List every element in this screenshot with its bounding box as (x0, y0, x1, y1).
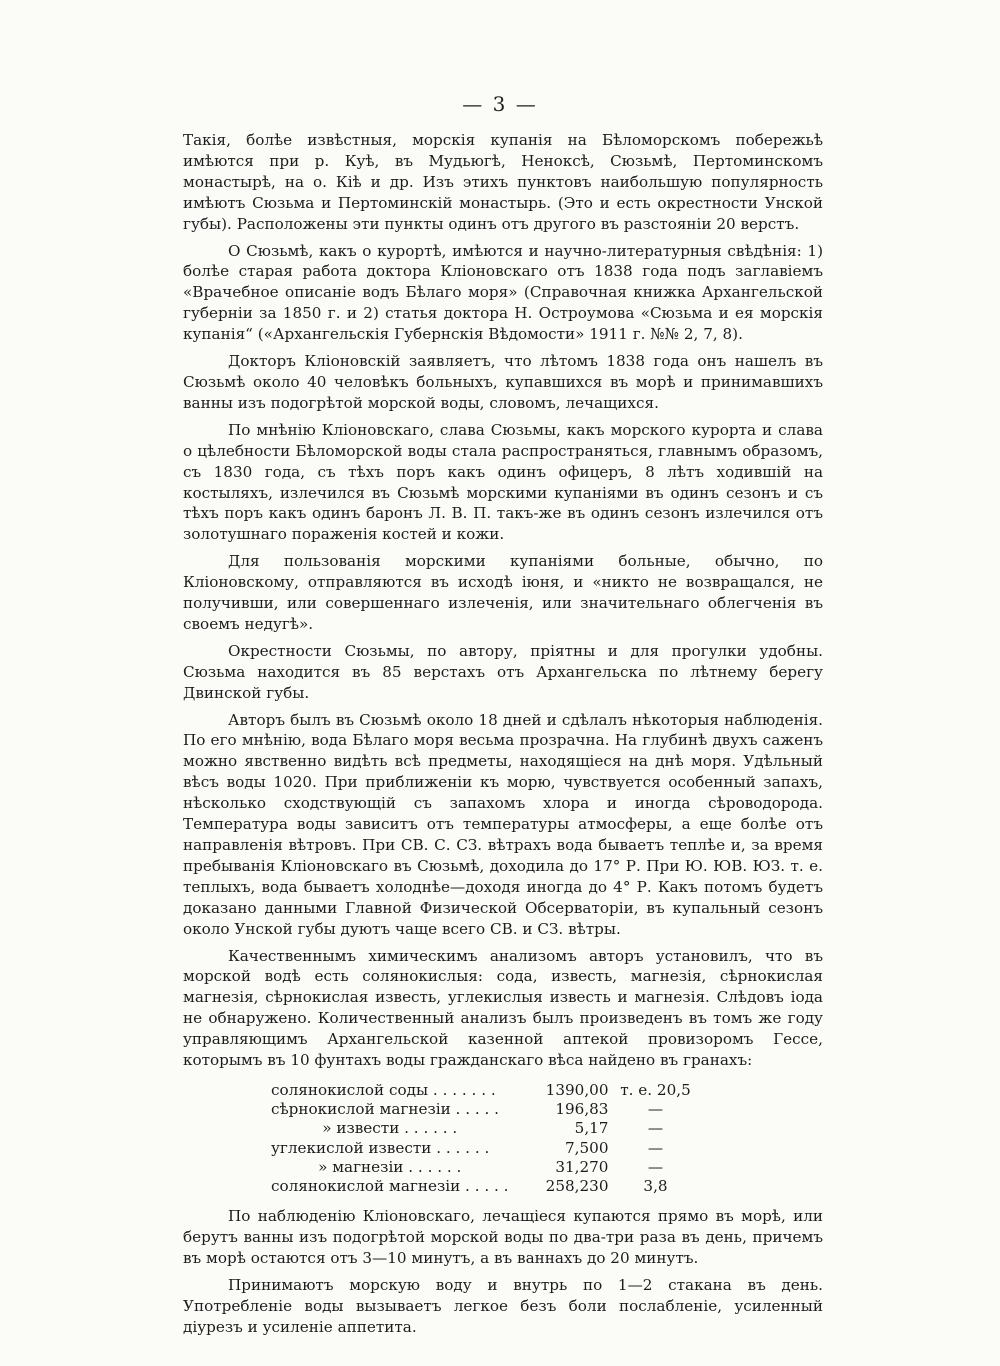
table-row (271, 1119, 698, 1138)
substance-equivalent: — (647, 1138, 664, 1157)
substance-name: » извести . . . . . . (322, 1119, 458, 1138)
substance-name: сѣрнокислой магнезіи . . . . . (271, 1100, 499, 1119)
substance-equivalent: 3,8 (643, 1176, 668, 1195)
substance-equivalent: — (647, 1100, 664, 1119)
paragraph-6: Окрестности Сюзьмы, по автору, пріятны и для прогулки удобны. Сюзьма находится въ 85 верстахъ отъ Архангельска по лѣтнему берегу Двинской губы. (183, 641, 823, 702)
substance-amount: 5,17 (574, 1119, 609, 1138)
paragraph-3: Докторъ Кліоновскій заявляетъ, что лѣтомъ 1838 года онъ нашелъ въ Сюзьмѣ около 40 человѣкъ больныхъ, купавшихся въ морѣ и принимавшихъ ванны изъ подогрѣтой морской воды, словомъ, лечащихся. (183, 352, 823, 412)
table-row (271, 1100, 698, 1119)
substance-equivalent: — (647, 1157, 664, 1176)
table-row (271, 1177, 698, 1196)
analysis-table (271, 1081, 698, 1196)
substance-name: углекислой извести . . . . . . (271, 1138, 490, 1157)
table-row (271, 1158, 698, 1177)
paragraph-5: Для пользованія морскими купаніями больные, обычно, по Кліоновскому, отправляются въ исходѣ іюня, и «никто не возвращался, не получивши, или совершеннаго излеченія, или значительнаго облегченія въ своемъ недугѣ». (183, 552, 823, 633)
substance-amount: 31,270 (555, 1157, 609, 1176)
paragraph-10: Принимаютъ морскую воду и внутрь по 1—2 стакана въ день. Употребленіе воды вызываетъ легкое безъ боли послабленіе, усиленный діурезъ и усиленіе аппетита. (183, 1275, 823, 1336)
paragraph-7: Авторъ былъ въ Сюзьмѣ около 18 дней и сдѣлалъ нѣкоторыя наблюденія. По его мнѣнію, вода Бѣлаго моря весьма прозрачна. На глубинѣ двухъ саженъ можно явственно видѣть всѣ предметы, находящіеся на днѣ моря. Удѣльный вѣсъ воды 1020. При приближеніи къ морю, чувствуется особенный запахъ, нѣсколько сходствующій съ запахомъ хлора и иногда сѣроводорода. Температура воды зависитъ отъ температуры атмосферы, а еще болѣе отъ направленія вѣтровъ. При СВ. С. СЗ. вѣтрахъ вода бываетъ теплѣе и, за время пребыванія Кліоновскаго въ Сюзьмѣ, доходила до 17° Р. При Ю. ЮВ. ЮЗ. т. е. теплыхъ, вода бываетъ холоднѣе—доходя иногда до 4° Р. Какъ потомъ будетъ доказано данными Главной Физической Обсерваторіи, въ купальный сезонъ около Унской губы дуютъ чаще всего СВ. и СЗ. вѣтры. (183, 710, 823, 938)
substance-equivalent: т. е. 20,5 (620, 1080, 691, 1099)
paragraph-8: Качественнымъ химическимъ анализомъ авторъ установилъ, что въ морской водѣ есть солянокислыя: сода, известь, магнезія, сѣрнокислая магнезія, сѣрнокислая известь, углекислыя известь и магнезія. Слѣдовъ іода не обнаружено. Количественный анализъ былъ произведенъ въ томъ же году управляющимъ Архангельской казенной аптекой провизоромъ Гессе, которымъ въ 10 фунтахъ воды гражданскаго вѣса найдено въ гранахъ: (183, 946, 823, 1070)
substance-amount: 196,83 (555, 1100, 609, 1119)
substance-name: » магнезіи . . . . . . (318, 1157, 462, 1176)
substance-name: солянокислой магнезіи . . . . . (271, 1176, 509, 1195)
paragraph-1: Такія, болѣе извѣстныя, морскія купанія на Бѣломорскомъ побережьѣ имѣются при р. Куѣ, въ Мудьюгѣ, Ненoксѣ, Сюзьмѣ, Пертоминскомъ монастырѣ, на о. Кіѣ и др. Изъ этихъ пунктовъ наибольшую популярность имѣютъ Сюзьма и Пертоминскій монастырь. (Это и есть окрестности Унской губы). Расположены эти пункты одинъ отъ другого въ разстояніи 20 верстъ. (183, 131, 823, 233)
table-row (271, 1139, 698, 1158)
substance-name: солянокислой соды . . . . . . . (271, 1080, 496, 1099)
body-text (183, 130, 823, 1344)
page-number: — 3 — (462, 92, 538, 116)
table-row (271, 1081, 698, 1100)
paragraph-2: О Сюзьмѣ, какъ о курортѣ, имѣются и научно-литературныя свѣдѣнія: 1) болѣе старая работа доктора Кліоновскаго отъ 1838 года подъ заглавіемъ «Врачебное описаніе водъ Бѣлаго моря» (Справочная книжка Архангельской губерніи за 1850 г. и 2) статья доктора Н. Остроумова «Сюзьма и ея морскія купанія“ («Архангельскія Губернскія Вѣдомости» 1911 г. №№ 2, 7, 8). (183, 241, 823, 344)
substance-amount: 258,230 (545, 1176, 609, 1195)
substance-amount: 7,500 (565, 1138, 609, 1157)
paragraph-4: По мнѣнію Кліоновскаго, слава Сюзьмы, какъ морского курорта и слава о цѣлебности Бѣломорской воды стала распространяться, главнымъ образомъ, съ 1830 года, съ тѣхъ поръ какъ одинъ офицеръ, 8 лѣтъ ходившій на костыляхъ, излечился въ Сюзьмѣ морскими купаніями въ одинъ сезонъ и съ тѣхъ поръ какъ одинъ баронъ Л. В. П. такъ-же въ одинъ сезонъ излечился отъ золотушнаго пораженія костей и кожи. (183, 420, 823, 544)
paragraph-9: По наблюденію Кліоновскаго, лечащіеся купаются прямо въ морѣ, или берутъ ванны изъ подогрѣтой морской воды по два-три раза въ день, причемъ въ морѣ остаются отъ 3—10 минутъ, а въ ваннахъ до 20 минутъ. (183, 1207, 823, 1267)
substance-amount: 1390,00 (545, 1080, 609, 1099)
substance-equivalent: — (647, 1119, 664, 1138)
